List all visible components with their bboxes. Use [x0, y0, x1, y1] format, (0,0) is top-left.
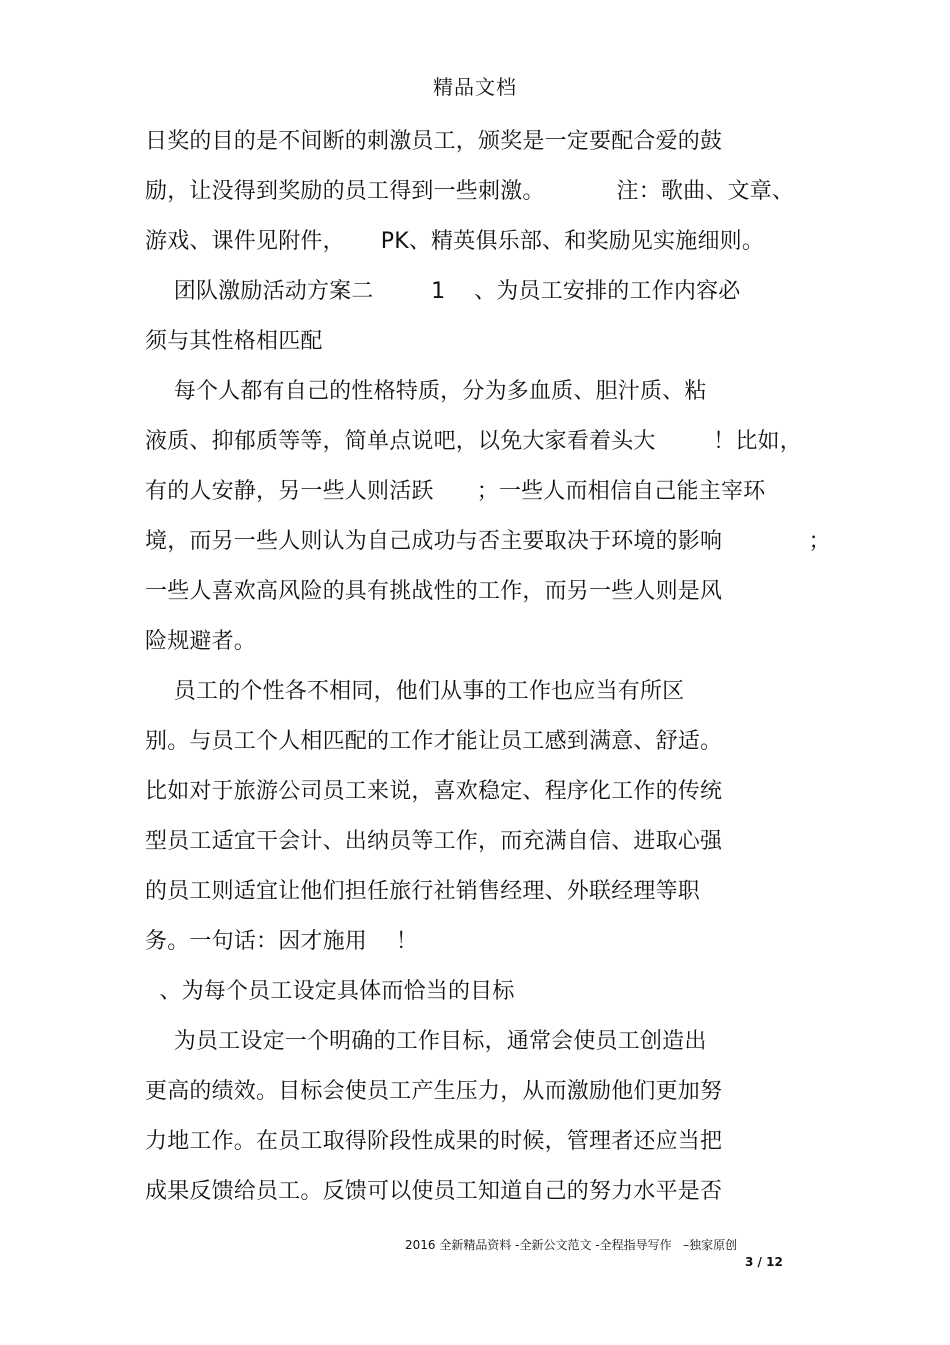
body-line: 有的人安静，另一些人则活跃 ；一些人而相信自己能主宰环 — [145, 479, 766, 504]
body-line: 游戏、课件见附件， PK、精英俱乐部、和奖励见实施细则。 — [145, 229, 765, 254]
body-line: 境，而另一些人则认为自己成功与否主要取决于环境的影响 ； — [145, 529, 831, 554]
page-header-title: 精品文档 — [433, 75, 517, 99]
body-line: 一些人喜欢高风险的具有挑战性的工作，而另一些人则是风 — [145, 579, 723, 604]
body-line: 每个人都有自己的性格特质，分为多血质、胆汁质、粘 — [145, 379, 707, 404]
body-line: 型员工适宜干会计、出纳员等工作，而充满自信、进取心强 — [145, 829, 723, 854]
body-line: 的员工则适宜让他们担任旅行社销售经理、外联经理等职 — [145, 879, 701, 904]
body-line: 比如对于旅游公司员工来说，喜欢稳定、程序化工作的传统 — [145, 779, 723, 804]
body-line: 员工的个性各不相同，他们从事的工作也应当有所区 — [145, 679, 685, 704]
body-line: 液质、抑郁质等等，简单点说吧，以免大家看着头大 ！比如， — [145, 429, 802, 454]
body-line: 务。一句话：因才施用 ！ — [145, 929, 418, 954]
body-line: 团队激励活动方案二 1 、为员工安排的工作内容必 — [145, 279, 741, 304]
body-line: 日奖的目的是不间断的刺激员工，颁奖是一定要配合爱的鼓 — [145, 129, 723, 154]
body-line: 别。与员工个人相匹配的工作才能让员工感到满意、舒适。 — [145, 729, 723, 754]
page-number: 3 / 12 — [745, 1255, 783, 1269]
body-line: 励，让没得到奖励的员工得到一些刺激。 注：歌曲、文章、 — [145, 179, 795, 204]
body-line: 、为每个员工设定具体而恰当的目标 — [145, 979, 515, 1004]
body-line: 成果反馈给员工。反馈可以使员工知道自己的努力水平是否 — [145, 1179, 723, 1204]
footer-promo-text: 2016 全新精品资料 -全新公文范文 -全程指导写作 –独家原创 — [405, 1238, 738, 1252]
body-line: 力地工作。在员工取得阶段性成果的时候，管理者还应当把 — [145, 1129, 723, 1154]
body-line: 更高的绩效。目标会使员工产生压力，从而激励他们更加努 — [145, 1079, 723, 1104]
body-line: 险规避者。 — [145, 629, 257, 654]
body-line: 须与其性格相匹配 — [145, 329, 323, 354]
body-line: 为员工设定一个明确的工作目标，通常会使员工创造出 — [145, 1029, 707, 1054]
